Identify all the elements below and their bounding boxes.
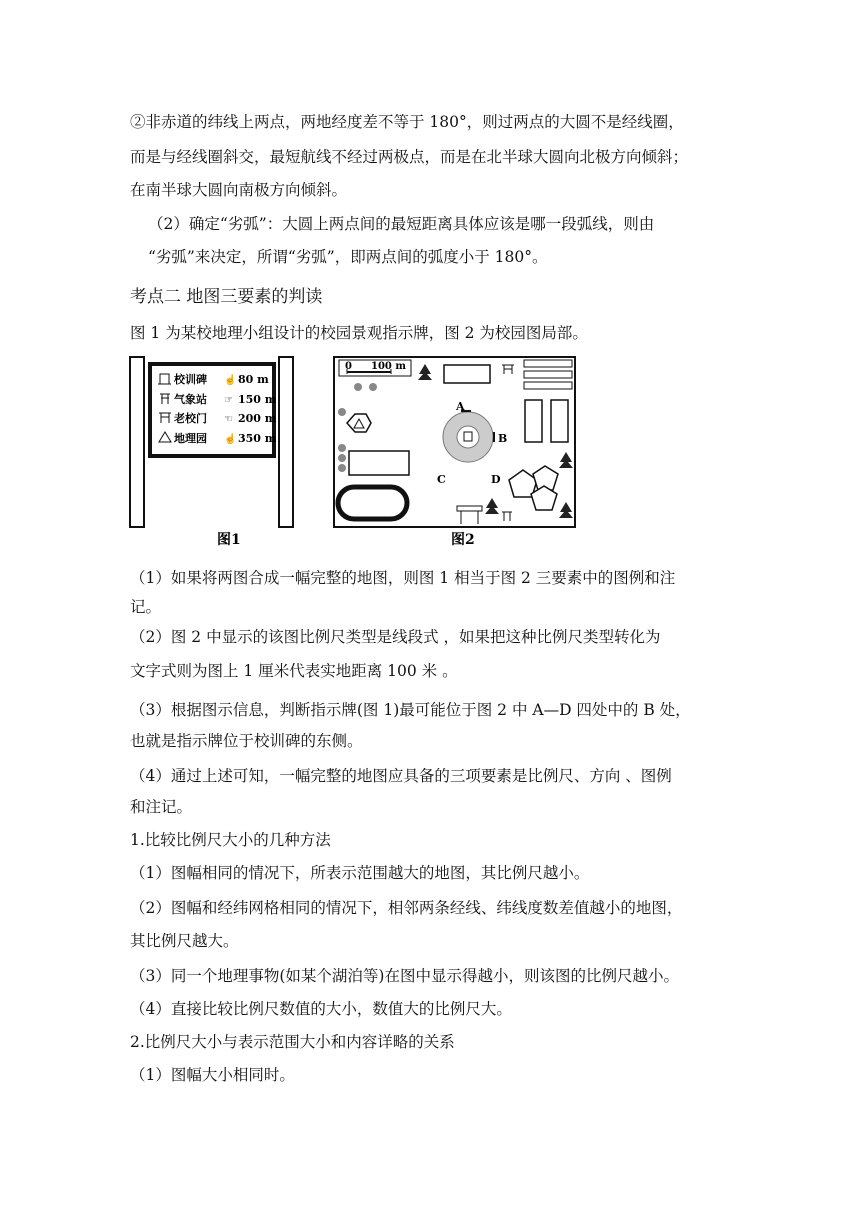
- scale-bar: [339, 360, 411, 376]
- question-line: （2）图 2 中显示的该图比例尺类型是线段式 ，如果把这种比例尺类型转化为: [130, 628, 661, 646]
- paragraph-line: 在南半球大圆向南极方向倾斜。: [130, 181, 348, 199]
- figure-illustration: [125, 352, 585, 552]
- figure2-caption: 图2: [451, 532, 475, 548]
- list-item: （3）同一个地理事物(如某个湖泊等)在图中显示得越小，则该图的比例尺越小。: [130, 967, 679, 985]
- sign-distance: 150 m: [238, 393, 277, 406]
- question-line: 文字式则为图上 1 厘米代表实地距离 100 米 。: [130, 662, 458, 680]
- signboard-figure: [130, 357, 293, 548]
- paragraph-line: ②非赤道的纬线上两点，两地经度差不等于 180°，则过两点的大圆不是经线圈，: [130, 113, 684, 131]
- sign-distance: 80 m: [238, 373, 269, 386]
- sign-name: 地理园: [174, 432, 207, 445]
- location-label-b: B: [498, 432, 508, 445]
- question-line: （1）如果将两图合成一幅完整的地图，则图 1 相当于图 2 三要素中的图例和注: [130, 569, 676, 587]
- list-item: （1）图幅相同的情况下，所表示范围越大的地图，其比例尺越小。: [130, 864, 590, 882]
- question-line: 也就是指示牌位于校训碑的东侧。: [130, 732, 363, 750]
- list-item: （1）图幅大小相同时。: [130, 1066, 295, 1084]
- sign-name: 老校门: [174, 412, 207, 425]
- list-item: 其比例尺越大。: [130, 932, 239, 950]
- question-line: 记。: [130, 598, 162, 616]
- figure-intro: 图 1 为某校地理小组设计的校园景观指示牌，图 2 为校园图局部。: [130, 324, 588, 342]
- subheading: 2.比例尺大小与表示范围大小和内容详略的关系: [130, 1033, 455, 1051]
- question-line: （4）通过上述可知，一幅完整的地图应具备的三项要素是比例尺、方向 、图例: [130, 767, 672, 785]
- pointing-hand-icon: ☝: [224, 375, 237, 386]
- subheading: 1.比较比例尺大小的几种方法: [130, 831, 331, 849]
- question-line: （3）根据图示信息，判断指示牌(图 1)最可能位于图 2 中 A—D 四处中的 B 处，: [130, 701, 691, 719]
- figure1-caption: 图1: [217, 532, 241, 548]
- location-label-d: D: [491, 473, 501, 486]
- sign-name: 校训碑: [174, 373, 207, 386]
- scale-zero-label: 0: [345, 361, 352, 372]
- pointing-hand-icon: ☝: [224, 434, 237, 445]
- paragraph-line: “劣弧”来决定，所谓“劣弧”，即两点间的弧度小于 180°。: [148, 248, 548, 266]
- location-label-c: C: [437, 473, 446, 486]
- sign-distance: 200 m: [238, 412, 277, 425]
- pointing-hand-icon: ☞: [224, 395, 233, 406]
- campus-map-figure: [334, 357, 575, 548]
- pointing-hand-icon: ☜: [224, 414, 233, 425]
- location-label-a: A: [456, 400, 465, 413]
- paragraph-line: 而是与经线圈斜交，最短航线不经过两极点，而是在北半球大圆向北极方向倾斜；: [130, 148, 689, 166]
- paragraph-line: （2）确定“劣弧”：大圆上两点间的最短距离具体应该是哪一段弧线，则由: [148, 215, 655, 233]
- list-item: （4）直接比较比例尺数值的大小，数值大的比例尺大。: [130, 1000, 512, 1018]
- list-item: （2）图幅和经纬网格相同的情况下，相邻两条经线、纬线度数差值越小的地图，: [130, 899, 683, 917]
- question-line: 和注记。: [130, 798, 193, 816]
- scale-value-label: 100 m: [371, 361, 406, 372]
- sign-distance: 350 m: [238, 432, 277, 445]
- section-heading: 考点二 地图三要素的判读: [130, 287, 323, 307]
- sign-name: 气象站: [174, 393, 207, 406]
